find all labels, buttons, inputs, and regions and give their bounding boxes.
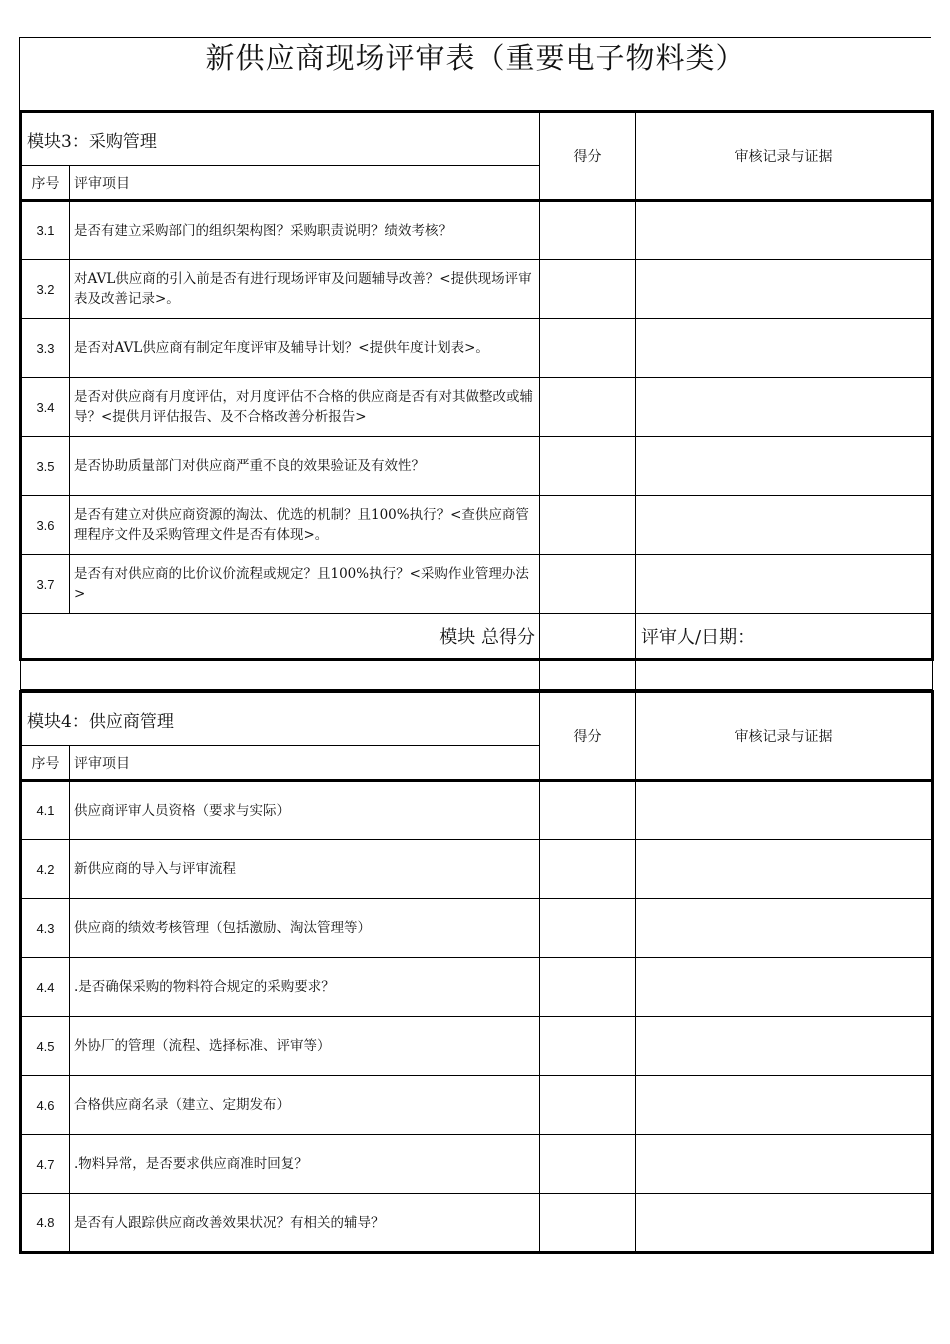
- score-cell[interactable]: [540, 1194, 636, 1253]
- item-text: 新供应商的导入与评审流程: [70, 840, 540, 899]
- item-number: 3.1: [21, 201, 70, 260]
- score-cell[interactable]: [540, 1135, 636, 1194]
- evidence-cell[interactable]: [636, 781, 933, 840]
- score-cell[interactable]: [540, 319, 636, 378]
- item-text: 是否协助质量部门对供应商严重不良的效果验证及有效性？: [70, 437, 540, 496]
- item-text: .是否确保采购的物料符合规定的采购要求？: [70, 958, 540, 1017]
- table-row: [21, 1135, 933, 1194]
- item-number: 3.7: [21, 555, 70, 614]
- item-text: 是否有对供应商的比价议价流程或规定？且100%执行？<采购作业管理办法>: [70, 555, 540, 614]
- evidence-header: 审核记录与证据: [636, 112, 933, 201]
- evidence-cell[interactable]: [636, 1017, 933, 1076]
- score-cell[interactable]: [540, 555, 636, 614]
- evidence-header: 审核记录与证据: [636, 692, 933, 781]
- spacer-cell: [636, 660, 933, 690]
- table-row: [21, 260, 933, 319]
- reviewer-date-label: 评审人/日期：: [636, 614, 933, 660]
- col-no-header: 序号: [21, 746, 70, 781]
- evidence-cell[interactable]: [636, 378, 933, 437]
- item-number: 4.7: [21, 1135, 70, 1194]
- item-number: 4.8: [21, 1194, 70, 1253]
- table-row: [21, 1076, 933, 1135]
- evidence-cell[interactable]: [636, 555, 933, 614]
- evidence-cell[interactable]: [636, 899, 933, 958]
- item-number: 4.5: [21, 1017, 70, 1076]
- review-sheet: [19, 37, 931, 1254]
- col-item-header: 评审项目: [70, 746, 540, 781]
- table-row: [21, 958, 933, 1017]
- evidence-cell[interactable]: [636, 437, 933, 496]
- evidence-cell[interactable]: [636, 958, 933, 1017]
- evidence-cell[interactable]: [636, 1076, 933, 1135]
- module-3-table: [19, 110, 934, 690]
- item-number: 4.4: [21, 958, 70, 1017]
- item-text: 是否有建立采购部门的组织架构图？采购职责说明？绩效考核？: [70, 201, 540, 260]
- item-number: 3.4: [21, 378, 70, 437]
- table-row: [21, 437, 933, 496]
- item-number: 4.3: [21, 899, 70, 958]
- score-cell[interactable]: [540, 496, 636, 555]
- item-text: .物料异常，是否要求供应商准时回复？: [70, 1135, 540, 1194]
- item-number: 4.6: [21, 1076, 70, 1135]
- evidence-cell[interactable]: [636, 496, 933, 555]
- table-row: [21, 781, 933, 840]
- score-cell[interactable]: [540, 781, 636, 840]
- table-row: [21, 378, 933, 437]
- col-item-header: 评审项目: [70, 166, 540, 201]
- item-text: 合格供应商名录（建立、定期发布）: [70, 1076, 540, 1135]
- score-cell[interactable]: [540, 1076, 636, 1135]
- module-total-score-cell[interactable]: [540, 614, 636, 660]
- evidence-cell[interactable]: [636, 840, 933, 899]
- score-cell[interactable]: [540, 201, 636, 260]
- table-row: [21, 496, 933, 555]
- score-cell[interactable]: [540, 378, 636, 437]
- evidence-cell[interactable]: [636, 201, 933, 260]
- item-text: 是否对AVL供应商有制定年度评审及辅导计划？<提供年度计划表>。: [70, 319, 540, 378]
- page-title: 新供应商现场评审表（重要电子物料类）: [19, 37, 931, 110]
- item-number: 3.5: [21, 437, 70, 496]
- score-header: 得分: [540, 112, 636, 201]
- evidence-cell[interactable]: [636, 260, 933, 319]
- score-cell[interactable]: [540, 1017, 636, 1076]
- item-number: 4.1: [21, 781, 70, 840]
- item-number: 3.3: [21, 319, 70, 378]
- item-number: 4.2: [21, 840, 70, 899]
- item-text: 是否有建立对供应商资源的淘汰、优选的机制？且100%执行？<查供应商管理程序文件及采购管理文件是否有体现>。: [70, 496, 540, 555]
- score-cell[interactable]: [540, 840, 636, 899]
- table-row: [21, 555, 933, 614]
- spacer-cell: [21, 660, 540, 690]
- item-text: 对AVL供应商的引入前是否有进行现场评审及问题辅导改善？<提供现场评审表及改善记录>。: [70, 260, 540, 319]
- evidence-cell[interactable]: [636, 1135, 933, 1194]
- module-total-label: 模块 总得分: [21, 614, 540, 660]
- score-cell[interactable]: [540, 260, 636, 319]
- spacer-cell: [540, 660, 636, 690]
- col-no-header: 序号: [21, 166, 70, 201]
- score-header: 得分: [540, 692, 636, 781]
- item-number: 3.2: [21, 260, 70, 319]
- item-number: 3.6: [21, 496, 70, 555]
- item-text: 是否对供应商有月度评估，对月度评估不合格的供应商是否有对其做整改或辅导？<提供月评估报告、及不合格改善分析报告>: [70, 378, 540, 437]
- module-4-name: 模块4：供应商管理: [21, 692, 540, 746]
- evidence-cell[interactable]: [636, 1194, 933, 1253]
- table-row: [21, 1017, 933, 1076]
- item-text: 外协厂的管理（流程、选择标准、评审等）: [70, 1017, 540, 1076]
- item-text: 供应商评审人员资格（要求与实际）: [70, 781, 540, 840]
- evidence-cell[interactable]: [636, 319, 933, 378]
- table-row: [21, 1194, 933, 1253]
- score-cell[interactable]: [540, 437, 636, 496]
- module-4-table: [19, 690, 934, 1254]
- item-text: 是否有人跟踪供应商改善效果状况？有相关的辅导？: [70, 1194, 540, 1253]
- table-row: [21, 319, 933, 378]
- score-cell[interactable]: [540, 899, 636, 958]
- table-row: [21, 899, 933, 958]
- item-text: 供应商的绩效考核管理（包括激励、淘汰管理等）: [70, 899, 540, 958]
- score-cell[interactable]: [540, 958, 636, 1017]
- table-row: [21, 840, 933, 899]
- module-3-name: 模块3：采购管理: [21, 112, 540, 166]
- table-row: [21, 201, 933, 260]
